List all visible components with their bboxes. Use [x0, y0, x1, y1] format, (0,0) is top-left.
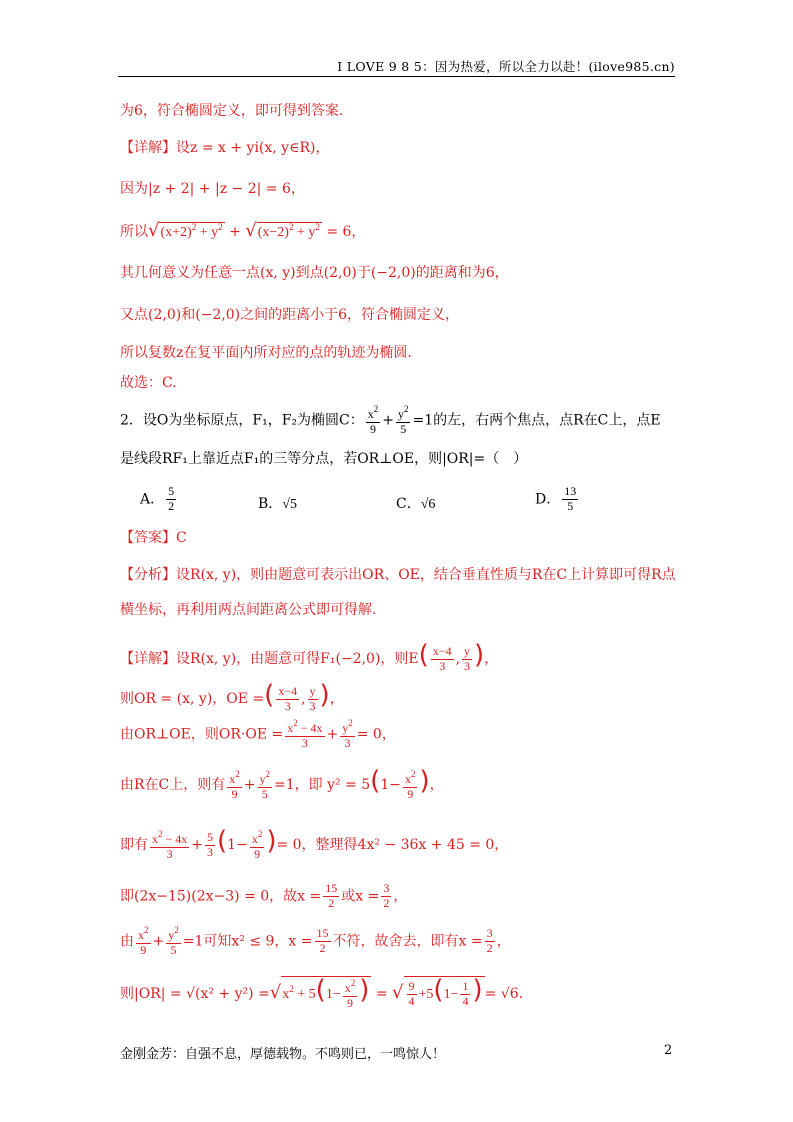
math-prefix: 即有 [120, 837, 148, 853]
math-line: 则$|OR| = √(x^2 + y^2) =√x^2 + 5(1-$ $\frac{x^2}{9}$ ) = √ $\frac{9}{4}$ +5(1− $\frac{1}{4}$ ) = √6. [120, 975, 524, 1011]
page-footer-motto: 金刚金芳：自强不息，厚德载物。不鸣则已，一鸣惊人！ [120, 1047, 446, 1062]
math-prefix: 则OR = (x, y)，OE = [120, 691, 265, 707]
detail-text: 设R(x, y)，由题意可得F₁(−2,0)，则E [176, 651, 419, 667]
page-header: I LOVE 9 8 5：因为热爱，所以全力以赴！(ilove985.cn) [337, 59, 675, 74]
detail-line: 【详解】设R(x, y)，由题意可得F₁(−2,0)，则E( $\frac{x-4}{3}$ , $\frac{y}{3}$ )， [120, 640, 499, 673]
math-line: 则OR = (x, y)，OE =( $\frac{x-4}{3}$ , $\frac{y}{3}$ )， [120, 680, 344, 713]
detail-text: 设z = x + yi(x, y∈R)， [176, 140, 330, 156]
math-text: =1可知x² ≤ 9，x = [182, 933, 313, 950]
math-text: 不符，故舍去，即有x = [332, 933, 483, 950]
math-line: 由OR⊥OE，则OR·OE = $\frac{x^2 - 4x}{3}$ + $\frac{y^2}{3}$ = 0， [120, 718, 396, 750]
question-line: 是线段RF₁上靠近点F₁的三等分点，若OR⊥OE，则|OR|=（ ） [120, 451, 528, 467]
math-prefix: 则|OR| = √(x² + y²) = [120, 986, 270, 1002]
question-text: 2．设O为坐标原点，F₁，F₂为椭圆C： [120, 412, 364, 429]
math-line: 即有 $\frac{x^2 - 4x}{3}$ + $\frac{5}{3}$ (1− $\frac{x^2}{9}$ )= 0，整理得4x² − 36x + 45 = 0， [120, 826, 509, 861]
math-prefix: 即(2x−15)(2x−3) = 0，故x = [120, 888, 322, 905]
math-line: 因为|z + 2| + |z − 2| = 6， [120, 181, 305, 197]
math-text: 或x = [341, 888, 380, 905]
text-line: 所以复数z在复平面内所对应的点的轨迹为椭圆. [120, 345, 412, 361]
math-text: =1，即 y² = 5 [274, 777, 371, 793]
math-text: = 0，整理得4x² − 36x + 45 = 0， [276, 837, 509, 853]
option-b: B．√5 [258, 496, 297, 512]
math-prefix: 由R在C上，则有 [120, 777, 226, 793]
math-prefix: 由 [120, 933, 134, 950]
text-line: 其几何意义为任意一点(x, y)到点(2,0)于(−2,0)的距离和为6， [120, 265, 509, 281]
detail-tag: 【详解】 [120, 140, 176, 156]
math-text: = √6. [484, 986, 524, 1002]
page-number: 2 [664, 1043, 673, 1058]
option-d: D． $\frac{13}{5}$ [535, 484, 577, 513]
text-line: 为6，符合椭圆定义，即可得到答案. [120, 103, 344, 119]
text-line: 故选：C. [120, 375, 177, 391]
answer-line: 【答案】C [120, 530, 187, 546]
text-line: 又点(2,0)和(−2,0)之间的距离小于6，符合椭圆定义， [120, 307, 460, 323]
detail-line [120, 141, 329, 155]
analysis-line: 横坐标，再利用两点间距离公式即可得解. [120, 602, 377, 618]
header-rule [118, 76, 675, 77]
detail-tag: 【详解】 [120, 651, 176, 667]
option-a: A． $\frac{5}{2}$ [140, 484, 175, 513]
question-text: =1的左，右两个焦点，点R在C上，点E [412, 412, 661, 429]
math-line: 由 $\frac{x^2}{9}$ + $\frac{y^2}{5}$ =1可知x² ≤ 9，x = $\frac{15}{2}$ 不符，故舍去，即有x = $\frac{3}{2}$ ， [120, 925, 511, 957]
analysis-line: 【分析】设R(x, y)，则由题意可表示出OR、OE，结合垂直性质与R在C上计算即可得R点 [120, 567, 676, 583]
math-prefix: 所以 [120, 224, 148, 240]
math-line: 所以$√(x+2)^2 + y^2 + √(x-2)^2 + y^2 = 6$， [120, 220, 366, 241]
question-line: 2．设O为坐标原点，F₁，F₂为椭圆C： $\frac{x^2}{9}$ + $\frac{y^2}{5}$ =1的左，右两个焦点，点R在C上，点E [120, 404, 661, 436]
math-line: 即(2x−15)(2x−3) = 0，故x = $\frac{15}{2}$ 或x = $\frac{3}{2}$ ， [120, 881, 408, 910]
option-c: C．√6 [396, 496, 436, 512]
math-prefix: 由OR⊥OE，则OR·OE = [120, 726, 284, 743]
math-line: 由R在C上，则有 $\frac{x^2}{9}$ + $\frac{y^2}{5}$ =1，即 y² = 5(1− $\frac{x^2}{9}$ )， [120, 766, 444, 801]
